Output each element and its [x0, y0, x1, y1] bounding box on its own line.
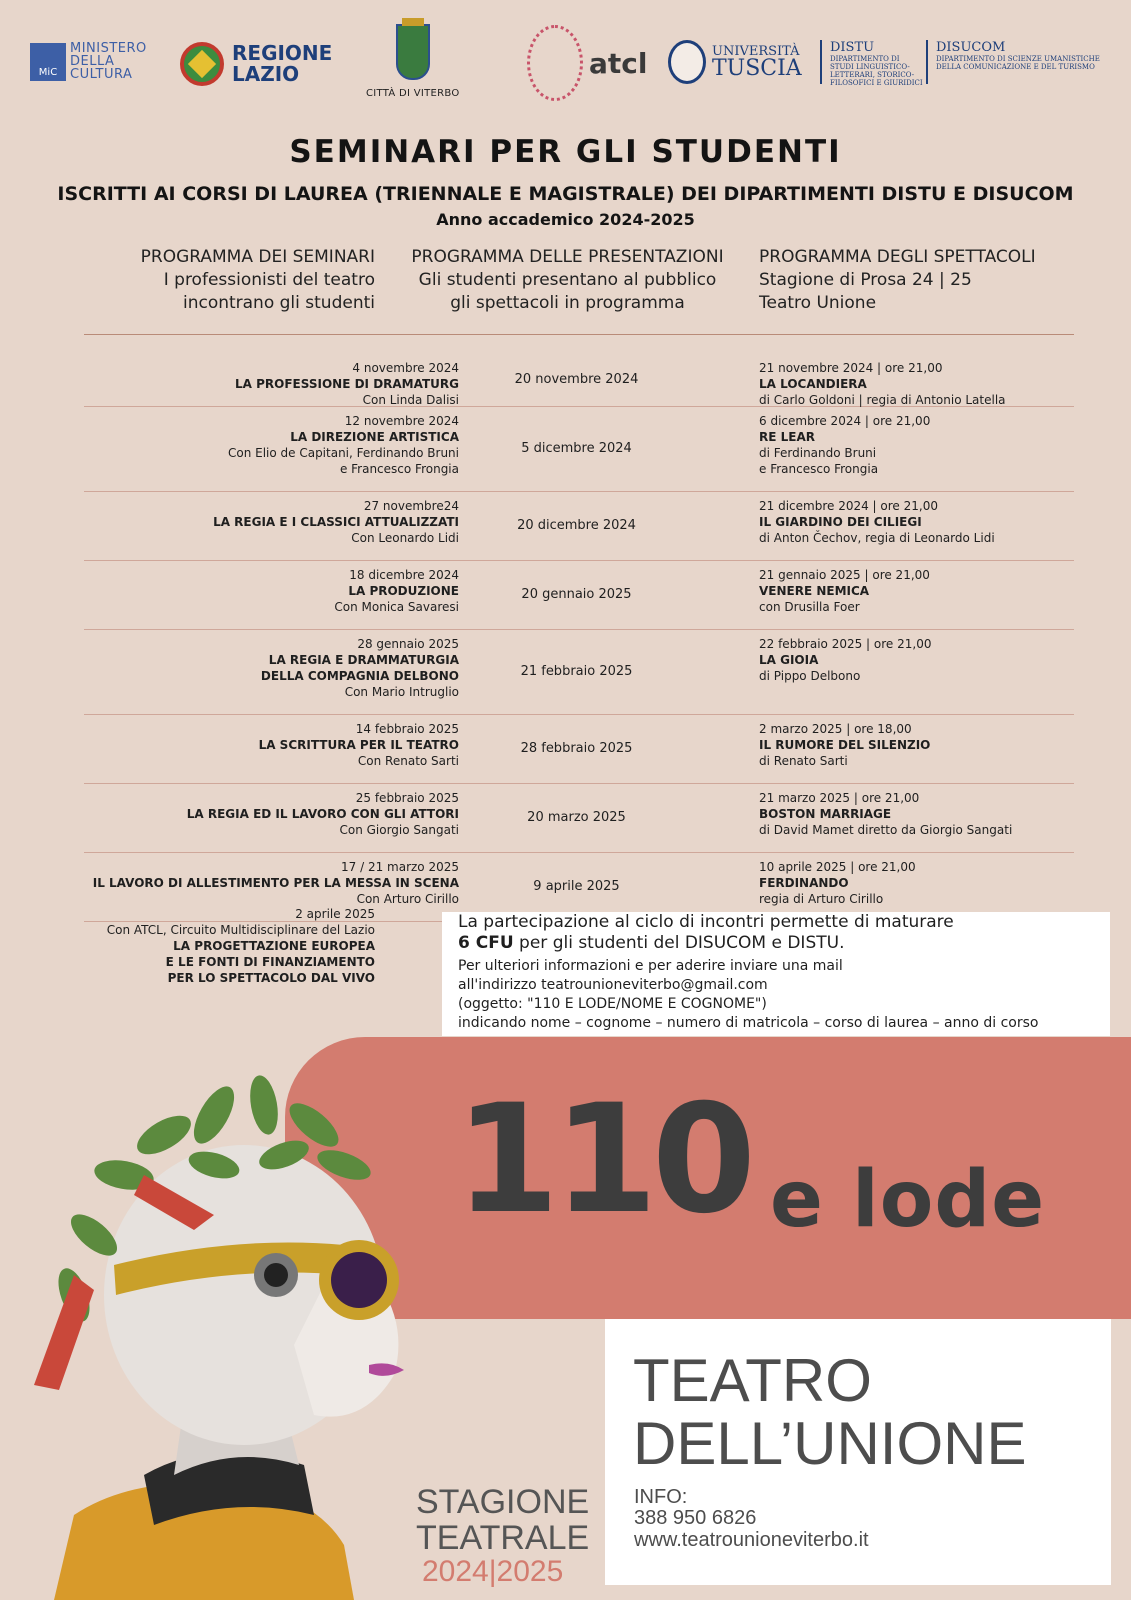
- last-seminar: [0, 906, 375, 986]
- presentation-date: 20 marzo 2025: [527, 809, 626, 825]
- seminar-date: 27 novembre24: [363, 499, 459, 513]
- show-info: di Renato Sarti: [759, 754, 848, 768]
- show-title: FERDINANDO: [759, 876, 849, 890]
- col-mid-l3: gli spettacoli in programma: [450, 293, 685, 313]
- seminar-guest: Con Leonardo Lidi: [351, 531, 459, 545]
- seminar-title: LA REGIA E DRAMMATURGIA: [268, 653, 459, 667]
- show-info: di Carlo Goldoni | regia di Antonio Latella: [759, 393, 1006, 407]
- distu-name: DISTU: [830, 40, 875, 55]
- tuscia-seal-icon: [668, 40, 706, 84]
- seminar-cell: [79, 360, 459, 408]
- show-title: LA LOCANDIERA: [759, 377, 867, 391]
- program-table: [0, 360, 1131, 928]
- seminar-title: LA PROFESSIONE DI DRAMATURG: [235, 377, 459, 391]
- seminar-date: 4 novembre 2024: [352, 361, 459, 375]
- mic-logo: [30, 42, 147, 81]
- academic-year: Anno accademico 2024-2025: [436, 210, 695, 229]
- seminar-guest: Con Renato Sarti: [357, 754, 459, 768]
- show-cell: [759, 498, 1089, 546]
- table-row: [84, 721, 1074, 784]
- seminar-cell: [79, 567, 459, 615]
- big-110: 110: [455, 1073, 751, 1247]
- seminar-date: 28 gennaio 2025: [357, 637, 459, 651]
- seminar-guest: Con Arturo Cirillo: [356, 892, 459, 906]
- seminar-date: 12 novembre 2024: [344, 414, 459, 428]
- show-title: RE LEAR: [759, 430, 815, 444]
- page-subtitle: ISCRITTI AI CORSI DI LAUREA (TRIENNALE E MAGISTRALE) DEI DIPARTIMENTI DISTU E DISUCOM: [57, 183, 1074, 205]
- disucom-desc: DIPARTIMENTO DI SCIENZE UMANISTICHE DELLA COMUNICAZIONE E DEL TURISMO: [936, 55, 1100, 71]
- tuscia-line2: TUSCIA: [712, 55, 802, 81]
- logo-bar: [0, 0, 1131, 125]
- stagione-line2: TEATRALE: [416, 1519, 590, 1557]
- show-info: e Francesco Frongia: [759, 462, 879, 476]
- show-info: di David Mamet diretto da Giorgio Sangati: [759, 823, 1013, 837]
- show-date: 10 aprile 2025 | ore 21,00: [759, 860, 916, 874]
- teatro-name-line2: DELL’UNIONE: [633, 1410, 1027, 1477]
- mic-logo-mark: MiC: [30, 43, 66, 81]
- col-right-l3: Teatro Unione: [759, 293, 877, 313]
- col-left-l3: incontrano gli studenti: [182, 293, 375, 313]
- last-seminar-with: Con ATCL, Circuito Multidisciplinare del Lazio: [106, 923, 375, 937]
- portrait-icon: [14, 1045, 454, 1600]
- show-date: 22 febbraio 2025 | ore 21,00: [759, 637, 932, 651]
- seminar-guest: Con Elio de Capitani, Ferdinando Bruni: [227, 446, 459, 460]
- show-date: 21 marzo 2025 | ore 21,00: [759, 791, 920, 805]
- seminar-date: 18 dicembre 2024: [349, 568, 459, 582]
- col-mid-l1: PROGRAMMA DELLE PRESENTAZIONI: [411, 247, 724, 267]
- viterbo-crest-icon: [396, 24, 430, 80]
- seminar-guest: Con Linda Dalisi: [362, 393, 459, 407]
- show-cell: [759, 721, 1089, 769]
- teatro-name-line1: TEATRO: [633, 1347, 872, 1414]
- last-seminar-date: 2 aprile 2025: [295, 907, 375, 921]
- seminar-guest: e Francesco Frongia: [339, 462, 459, 476]
- e-lode: e lode: [770, 1155, 1046, 1245]
- atcl-label: atcl: [589, 46, 648, 80]
- last-seminar-title1: LA PROGETTAZIONE EUROPEA: [173, 939, 375, 953]
- presentation-date: 9 aprile 2025: [533, 878, 620, 894]
- col-left-l1: PROGRAMMA DEI SEMINARI: [140, 247, 375, 267]
- lazio-line2: LAZIO: [232, 62, 300, 86]
- cfu-badge: 6 CFU: [458, 933, 514, 953]
- mic-line2: DELLA: [70, 54, 115, 69]
- seminar-cell: [79, 859, 459, 907]
- viterbo-logo: [366, 24, 460, 99]
- seminar-cell: [79, 636, 459, 700]
- last-seminar-title2: E LE FONTI DI FINANZIAMENTO: [165, 955, 375, 969]
- seminar-guest: Con Mario Intruglio: [344, 685, 459, 699]
- disucom-logo: [926, 40, 1106, 84]
- presentation-date: 21 febbraio 2025: [520, 663, 633, 679]
- show-title: VENERE NEMICA: [759, 584, 870, 598]
- show-title: LA GIOIA: [759, 653, 819, 667]
- show-cell: [759, 636, 1089, 684]
- show-date: 21 novembre 2024 | ore 21,00: [759, 361, 943, 375]
- seminar-date: 17 / 21 marzo 2025: [341, 860, 459, 874]
- col-right-l1: PROGRAMMA DEGLI SPETTACOLI: [759, 247, 1036, 267]
- info-website: www.teatrounioneviterbo.it: [634, 1529, 869, 1551]
- info-line3: Per ulteriori informazioni e per aderire inviare una mail: [458, 958, 843, 974]
- table-row: [84, 413, 1074, 492]
- show-date: 21 dicembre 2024 | ore 21,00: [759, 499, 938, 513]
- seminar-cell: [79, 498, 459, 546]
- seminar-date: 25 febbraio 2025: [355, 791, 459, 805]
- info-line2: [458, 933, 1094, 954]
- page-title: SEMINARI PER GLI STUDENTI: [289, 134, 842, 170]
- tuscia-line1: UNIVERSITÀ: [712, 43, 800, 59]
- regione-lazio-logo: [180, 42, 332, 86]
- viterbo-label: CITTÀ DI VITERBO: [366, 88, 460, 99]
- presentation-date: 20 gennaio 2025: [521, 586, 632, 602]
- seminar-title: IL LAVORO DI ALLESTIMENTO PER LA MESSA IN SCENA: [92, 876, 459, 890]
- show-info: di Anton Čechov, regia di Leonardo Lidi: [759, 531, 995, 545]
- table-row: [84, 790, 1074, 853]
- table-row: [84, 498, 1074, 561]
- presentation-date: 5 dicembre 2024: [521, 440, 632, 456]
- table-row: [84, 567, 1074, 630]
- seminar-title: LA SCRITTURA PER IL TEATRO: [258, 738, 459, 752]
- show-title: IL GIARDINO DEI CILIEGI: [759, 515, 922, 529]
- lazio-line1: REGIONE: [232, 41, 333, 65]
- show-info: di Pippo Delbono: [759, 669, 861, 683]
- presentation-date: 28 febbraio 2025: [520, 740, 633, 756]
- info-line2-rest: per gli studenti del DISUCOM e DISTU.: [513, 933, 845, 953]
- show-cell: [759, 567, 1089, 615]
- stagione-years: 2024|2025: [422, 1555, 564, 1588]
- info-box: [442, 912, 1110, 1036]
- show-info: con Drusilla Foer: [759, 600, 860, 614]
- column-header-spettacoli: [759, 246, 1099, 315]
- col-right-l2: Stagione di Prosa 24 | 25: [759, 270, 972, 290]
- show-date: 6 dicembre 2024 | ore 21,00: [759, 414, 931, 428]
- atcl-dots-icon: [527, 25, 583, 101]
- disucom-name: DISUCOM: [936, 40, 1006, 55]
- atcl-logo: [527, 25, 647, 101]
- presentation-date: 20 dicembre 2024: [517, 517, 636, 533]
- presentation-date: 20 novembre 2024: [514, 371, 639, 387]
- show-title: BOSTON MARRIAGE: [759, 807, 892, 821]
- col-mid-l2: Gli studenti presentano al pubblico: [418, 270, 717, 290]
- info-phone: 388 950 6826: [634, 1507, 757, 1529]
- table-row: [84, 636, 1074, 715]
- show-cell: [759, 413, 1089, 477]
- show-cell: [759, 790, 1089, 838]
- info-label: INFO:: [634, 1486, 688, 1508]
- seminar-guest: Con Monica Savaresi: [334, 600, 459, 614]
- column-header-seminari: [90, 246, 375, 315]
- seminar-title: LA PRODUZIONE: [348, 584, 459, 598]
- mic-line3: CULTURA: [70, 67, 133, 82]
- table-row: [84, 360, 1074, 407]
- info-subject: (oggetto: "110 E LODE/NOME E COGNOME"): [458, 996, 767, 1012]
- show-cell: [759, 360, 1089, 408]
- seminar-cell: [79, 721, 459, 769]
- lazio-emblem-icon: [180, 42, 224, 86]
- distu-logo: [820, 40, 925, 87]
- seminar-guest: Con Giorgio Sangati: [339, 823, 459, 837]
- info-line6: indicando nome – cognome – numero di matricola – corso di laurea – anno di corso: [458, 1015, 1039, 1031]
- last-seminar-title3: PER LO SPETTACOLO DAL VIVO: [167, 971, 375, 985]
- seminar-title: LA REGIA ED IL LAVORO CON GLI ATTORI: [186, 807, 459, 821]
- tuscia-logo: [668, 40, 802, 84]
- info-line1: La partecipazione al ciclo di incontri permette di maturare: [458, 912, 954, 932]
- header-divider: [84, 334, 1074, 335]
- show-title: IL RUMORE DEL SILENZIO: [759, 738, 931, 752]
- show-date: 21 gennaio 2025 | ore 21,00: [759, 568, 930, 582]
- show-cell: [759, 859, 1089, 907]
- seminar-title: LA DIREZIONE ARTISTICA: [290, 430, 459, 444]
- distu-desc: DIPARTIMENTO DI STUDI LINGUISTICO-LETTERARI, STORICO-FILOSOFICI E GIURIDICI: [830, 55, 923, 87]
- show-date: 2 marzo 2025 | ore 18,00: [759, 722, 912, 736]
- show-info: regia di Arturo Cirillo: [759, 892, 884, 906]
- seminar-title: LA REGIA E I CLASSICI ATTUALIZZATI: [213, 515, 459, 529]
- col-left-l2: I professionisti del teatro: [163, 270, 375, 290]
- stagione-line1: STAGIONE: [416, 1483, 590, 1521]
- seminar-date: 14 febbraio 2025: [355, 722, 459, 736]
- mic-line1: MINISTERO: [70, 41, 147, 56]
- seminar-cell: [79, 790, 459, 838]
- show-info: di Ferdinando Bruni: [759, 446, 877, 460]
- info-email: all'indirizzo teatrounioneviterbo@gmail.com: [458, 977, 768, 993]
- column-header-presentazioni: [395, 246, 740, 315]
- seminar-title: DELLA COMPAGNIA DELBONO: [260, 669, 459, 683]
- seminar-cell: [79, 413, 459, 477]
